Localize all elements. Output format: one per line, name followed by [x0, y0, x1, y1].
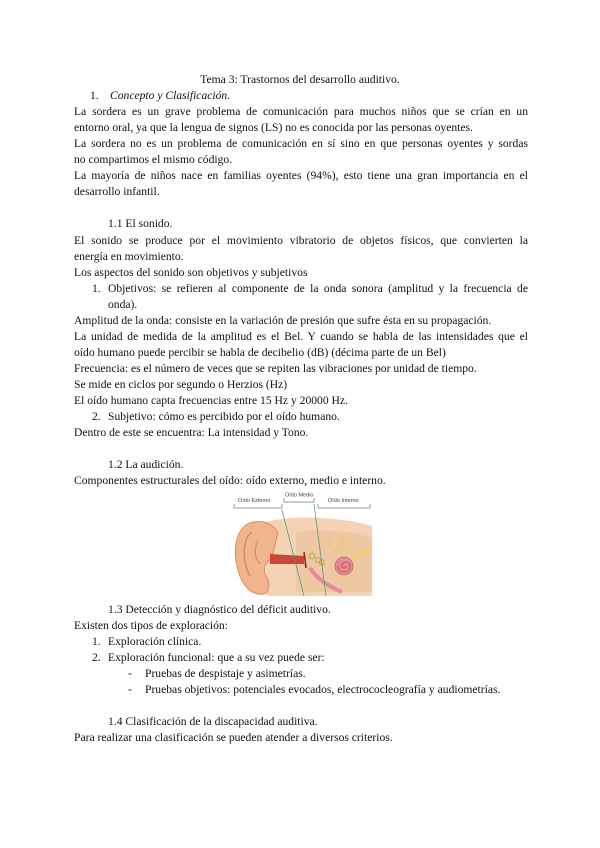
- paragraph-line: El sonido se produce por el movimiento vibratorio de objetos físicos, que convierten la: [74, 234, 528, 247]
- paragraph-line: entorno oral, ya que la lengua de signos (LS) no es conocida por las personas oyentes.: [74, 121, 473, 134]
- list-item-text: Subjetivo: cómo es percibido por el oído humano.: [108, 410, 340, 423]
- sub-list-item-text: Pruebas de despistaje y asimetrías.: [145, 667, 306, 680]
- list-item-text: Exploración funcional: que a su vez puede ser:: [108, 651, 325, 664]
- paragraph-line: Amplitud de la onda: consiste en la variación de presión que sufre ésta en su propagación.: [74, 314, 492, 327]
- list-number: 1.: [92, 635, 101, 648]
- list-item-text: Objetivos: se refieren al componente de la onda sonora (amplitud y la frecuencia de: [108, 282, 528, 295]
- paragraph-line: oído humano puede percibir se habla de decibelio (dB) (décima parte de un Bel): [74, 346, 446, 359]
- section-number: 1.: [90, 89, 99, 102]
- malleus: [309, 553, 315, 559]
- bullet-dash: -: [128, 667, 132, 680]
- paragraph-line: Componentes estructurales del oído: oído externo, medio e interno.: [74, 474, 386, 487]
- paragraph-line: desarrollo infantil.: [74, 185, 160, 198]
- section-heading: Concepto y Clasificación.: [110, 89, 231, 102]
- paragraph-line: Existen dos tipos de exploración:: [74, 619, 228, 632]
- list-item-text: onda).: [108, 298, 138, 311]
- paragraph-line: Se mide en ciclos por segundo o Herzios (Hz): [74, 378, 288, 391]
- label-outer-ear: Oído Externo: [238, 498, 271, 504]
- paragraph-line: no compartimos el mismo código.: [74, 153, 233, 166]
- subsection-heading-classification: 1.4 Clasificación de la discapacidad auditiva.: [108, 715, 318, 728]
- bullet-dash: -: [128, 683, 132, 696]
- paragraph-line: La unidad de medida de la amplitud es el Bel. Y cuando se habla de las intensidades que el: [74, 330, 528, 343]
- subsection-heading-detection: 1.3 Detección y diagnóstico del déficit auditivo.: [108, 603, 331, 616]
- list-item-text: Exploración clínica.: [108, 635, 202, 648]
- label-middle-ear: Oído Medio: [285, 492, 314, 499]
- paragraph-line: La sordera es un grave problema de comunicación para muchos niños que se crían en un: [74, 105, 528, 118]
- list-number: 1.: [92, 282, 101, 295]
- label-inner-ear: Oído Interno: [328, 498, 359, 504]
- subsection-heading-hearing: 1.2 La audición.: [108, 458, 184, 471]
- sub-list-item-text: Pruebas objetivos: potenciales evocados, electrococleografía y audiometrías.: [145, 683, 501, 696]
- subsection-heading-sound: 1.1 El sonido.: [108, 217, 173, 230]
- paragraph-line: Los aspectos del sonido son objetivos y subjetivos: [74, 266, 308, 279]
- paragraph-line: Para realizar una clasificación se pueden atender a diversos criterios.: [74, 731, 393, 744]
- ear-anatomy-diagram: [226, 492, 374, 600]
- paragraph-line: Dentro de este se encuentra: La intensidad y Tono.: [74, 426, 309, 439]
- paragraph-line: Frecuencia: es el número de veces que se repiten las vibraciones por unidad de tiempo.: [74, 362, 477, 375]
- paragraph-line: El oído humano capta frecuencias entre 15 Hz y 20000 Hz.: [74, 394, 348, 407]
- list-number: 2.: [92, 410, 101, 423]
- paragraph-line: energía en movimiento.: [74, 250, 184, 263]
- paragraph-line: La mayoría de niños nace en familias oyentes (94%), esto tiene una gran importancia en el: [74, 169, 528, 182]
- paragraph-line: La sordera no es un problema de comunicación en sí sino en que personas oyentes y sordas: [74, 137, 528, 150]
- document-title: Tema 3: Trastornos del desarrollo auditivo.: [200, 73, 400, 86]
- list-number: 2.: [92, 651, 101, 664]
